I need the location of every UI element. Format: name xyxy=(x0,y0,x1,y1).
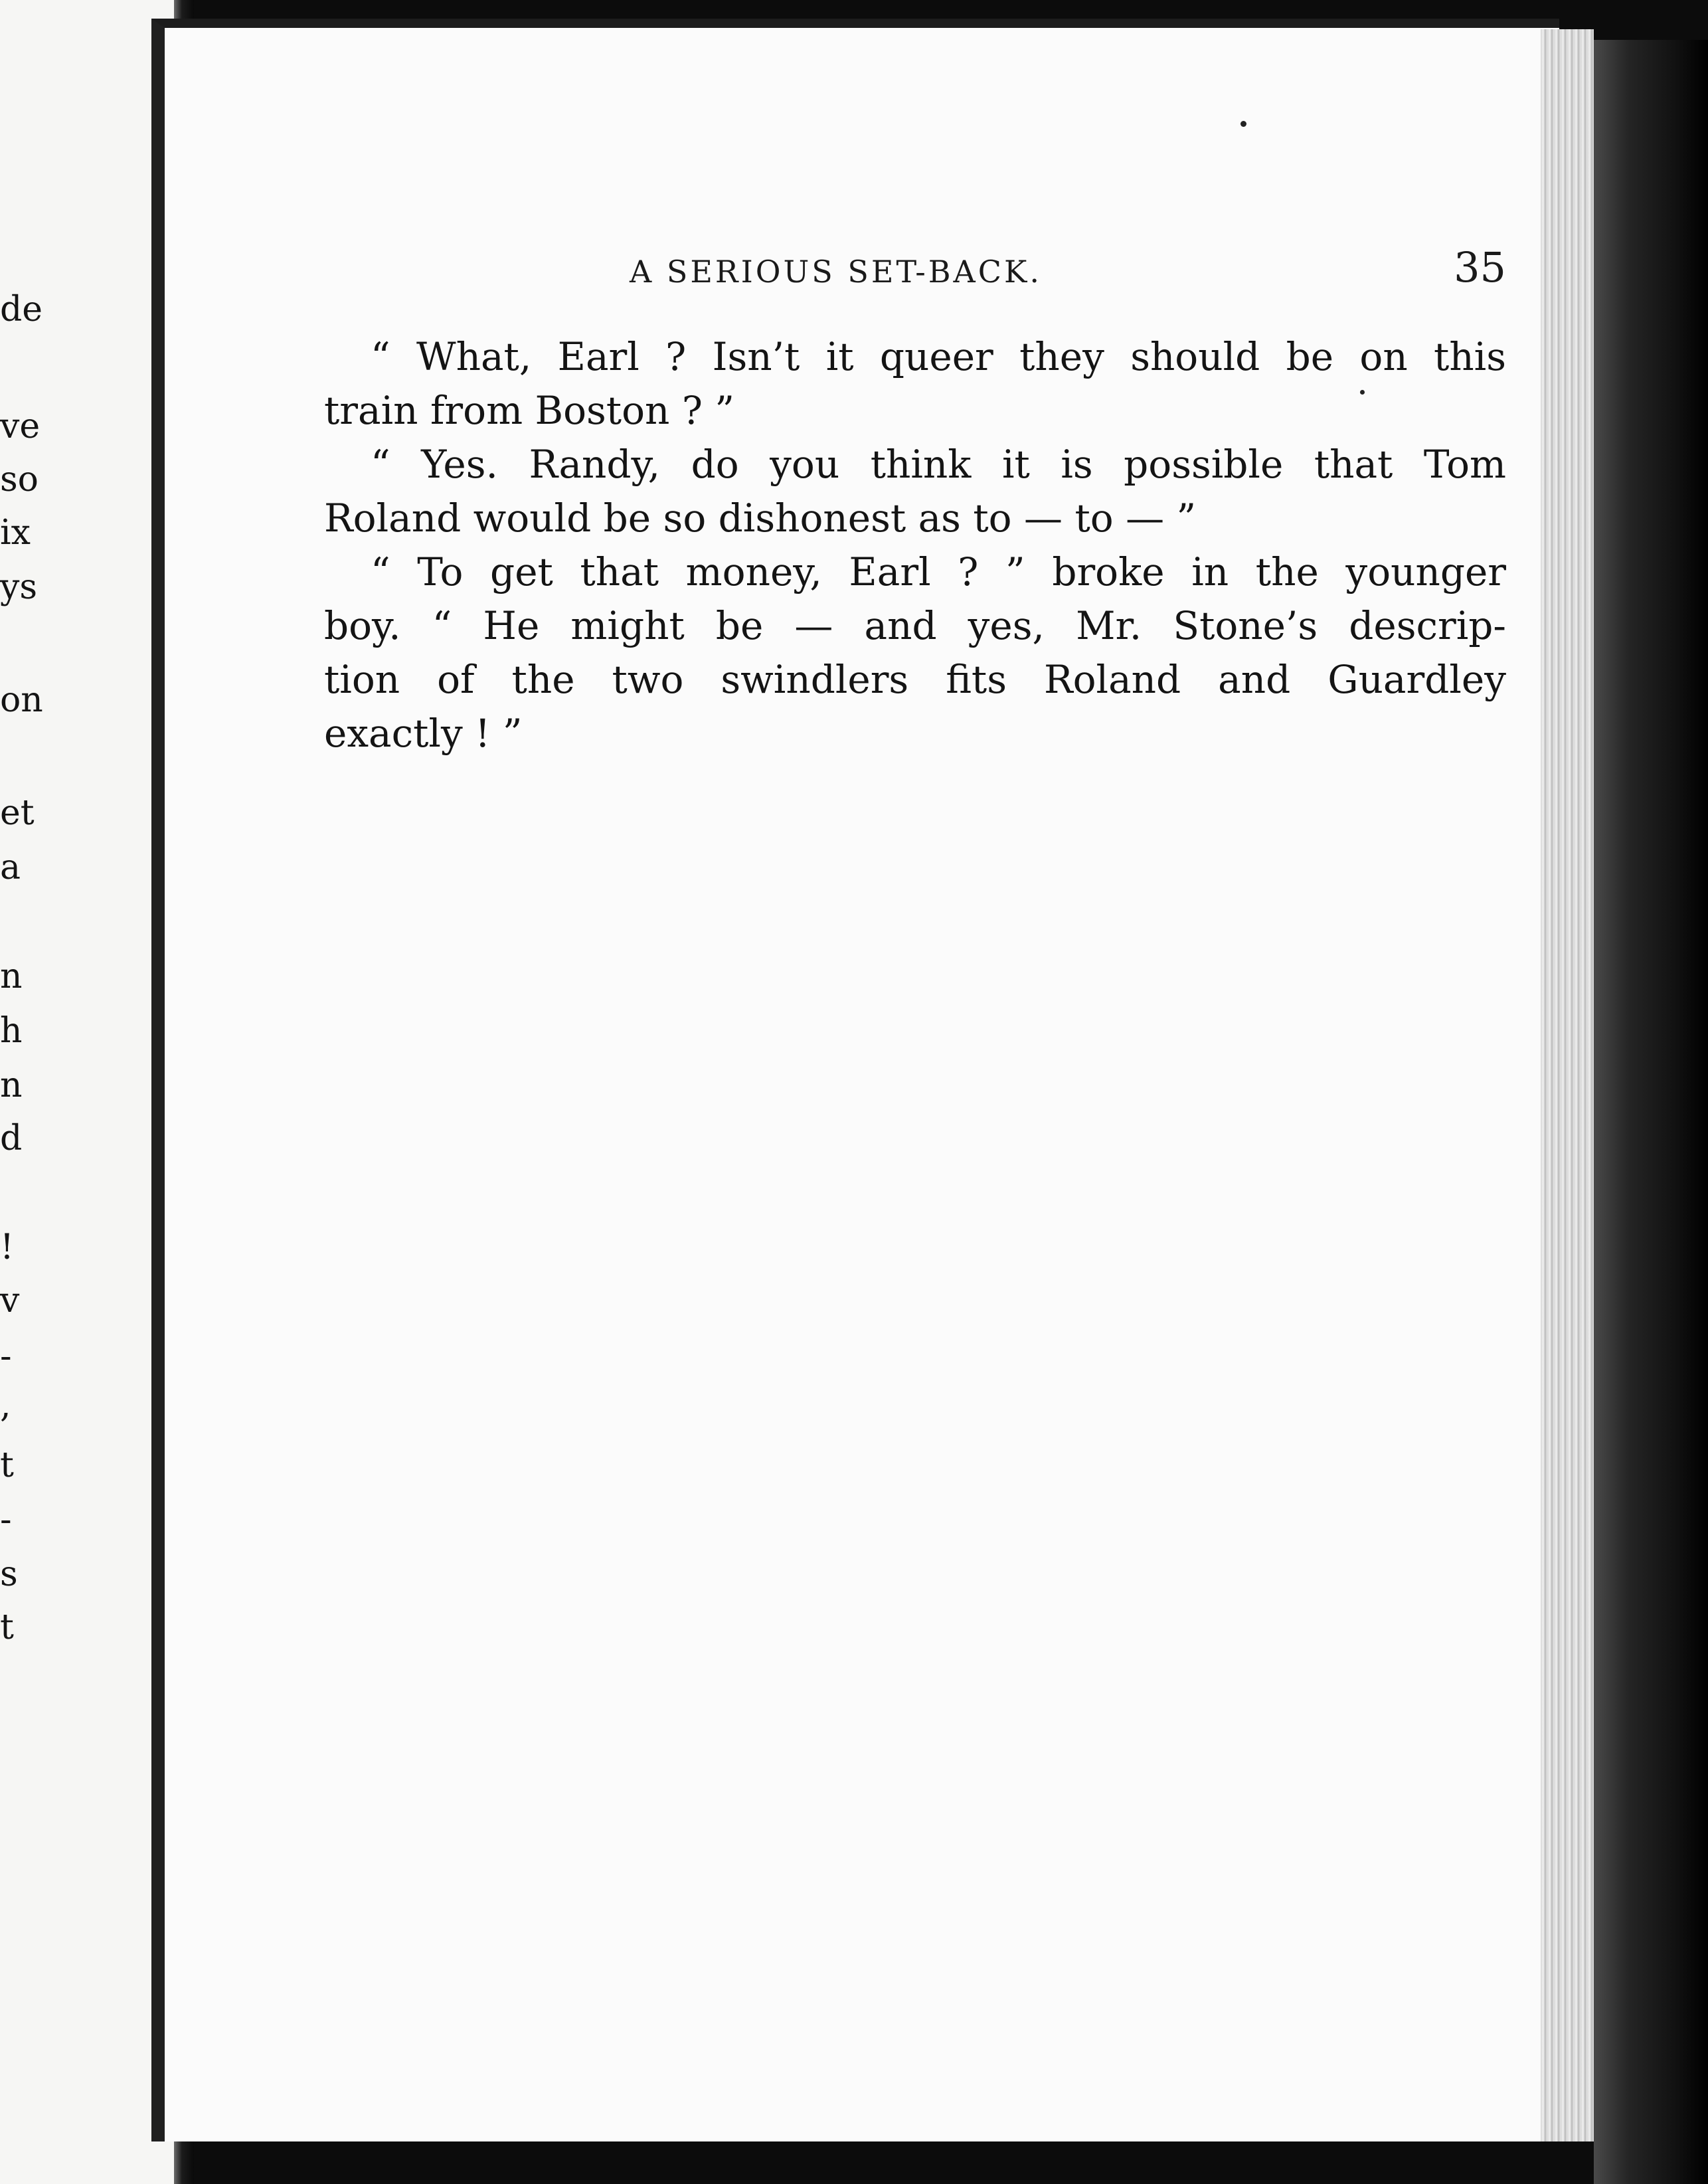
text-line: exactly ! ” xyxy=(324,711,523,756)
book-cover-edge xyxy=(1594,40,1708,2184)
text-line: “ Yes. Randy, do you think it is possible that Tom xyxy=(371,442,1506,487)
left-page-line-fragment: v xyxy=(0,1281,20,1320)
text-line: boy. “ He might be — and yes, Mr. Stone’s descrip- xyxy=(324,603,1506,648)
left-page-line-fragment: h xyxy=(0,1011,23,1051)
left-page-line-fragment: - xyxy=(0,1500,12,1540)
left-page-line-fragment: , xyxy=(0,1386,11,1425)
running-head xyxy=(630,240,1506,300)
paper-speck xyxy=(1240,121,1246,127)
left-page-line-fragment: n xyxy=(0,956,23,996)
text-line: tion of the two swindlers fits Roland and Guardley xyxy=(324,657,1506,702)
text-line: “ To get that money, Earl ? ” broke in the younger xyxy=(371,549,1506,594)
page-fore-edge xyxy=(1541,29,1594,2141)
text-line: Roland would be so dishonest as to — to — ” xyxy=(324,496,1197,541)
left-page-line-fragment: t xyxy=(0,1445,14,1485)
left-page-line-fragment: ix xyxy=(0,513,31,553)
body-text xyxy=(324,330,1506,761)
text-line: train from Boston ? ” xyxy=(324,388,735,433)
left-page-line-fragment: ve xyxy=(0,407,41,446)
left-page-line-fragment: t xyxy=(0,1607,14,1647)
left-page-fragment xyxy=(0,0,174,2184)
text-line: “ What, Earl ? Isn’t it queer they should be on this xyxy=(371,334,1506,379)
right-page xyxy=(151,19,1559,2141)
left-page-line-fragment: de xyxy=(0,290,43,329)
left-page-line-fragment: - xyxy=(0,1336,12,1376)
left-page-line-fragment: a xyxy=(0,848,21,887)
left-page-line-fragment: ! xyxy=(0,1228,14,1267)
left-page-line-fragment: on xyxy=(0,680,43,720)
running-title: A SERIOUS SET-BACK. xyxy=(630,254,1042,290)
left-page-line-fragment: ys xyxy=(0,567,38,607)
left-page-line-fragment: so xyxy=(0,460,39,500)
left-page-line-fragment: et xyxy=(0,793,35,833)
page-number: 35 xyxy=(1454,243,1506,292)
left-page-line-fragment: n xyxy=(0,1065,23,1105)
left-page-line-fragment: s xyxy=(0,1554,18,1594)
left-page-line-fragment: d xyxy=(0,1119,23,1158)
